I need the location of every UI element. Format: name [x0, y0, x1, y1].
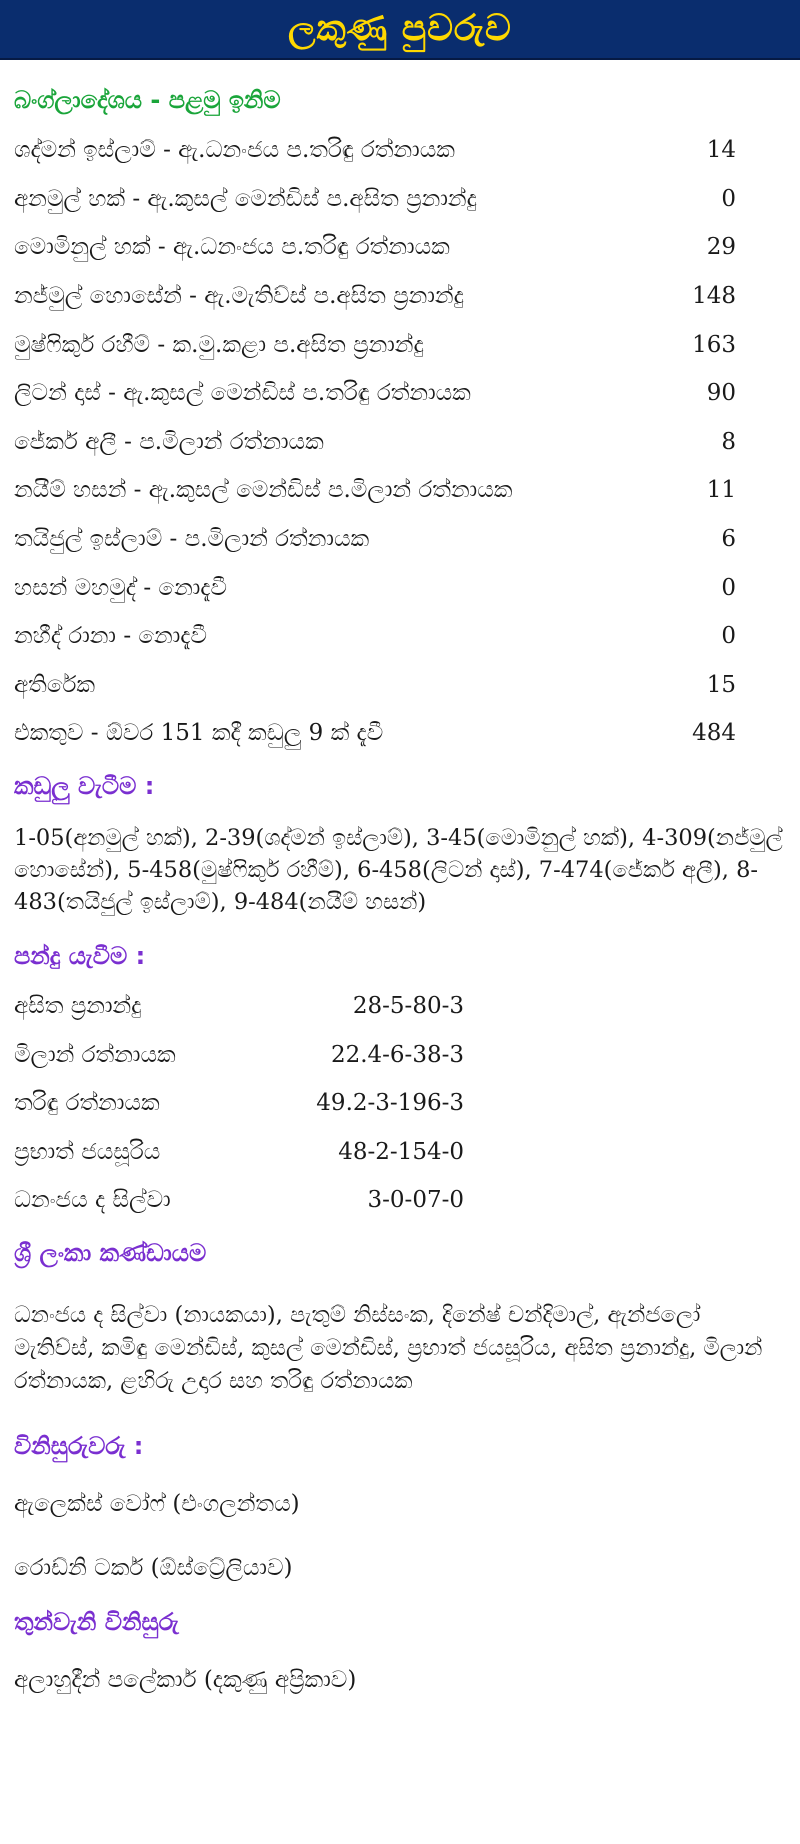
bowler-figures: 48-2-154-0	[338, 1138, 464, 1165]
batter-runs: 0	[721, 574, 736, 601]
batter-line: නහීද් රානා - නොදැවී	[14, 623, 208, 650]
bowling-row	[14, 1030, 786, 1079]
batter-runs: 163	[692, 331, 736, 358]
batting-row	[14, 515, 786, 564]
bowling-row	[14, 982, 786, 1031]
bowling-row	[14, 1176, 786, 1225]
batting-row	[14, 466, 786, 515]
bowler-figures: 3-0-07-0	[367, 1187, 464, 1214]
batter-runs: 0	[721, 623, 736, 650]
batter-runs: 14	[706, 137, 736, 164]
batting-row	[14, 612, 786, 661]
bowler-figures: 22.4-6-38-3	[330, 1041, 464, 1068]
batting-row	[14, 563, 786, 612]
batter-runs: 6	[721, 526, 736, 553]
batter-line: ශද්මන් ඉස්ලාම් - ඇ.ධනංජය ප.තරිඳු රත්නායක	[14, 137, 455, 164]
bowler-name: මිලාන් රත්නායක	[14, 1041, 176, 1068]
third-umpire-heading: තුන්වැනි විනිසුරු	[14, 1607, 179, 1636]
batting-heading: බංග්ලාදේශය - පළමු ඉනිම	[14, 86, 281, 114]
batting-section	[14, 60, 786, 126]
bowler-name: ප්‍රභාත් ජයසූරිය	[14, 1138, 161, 1165]
team-section	[14, 1225, 786, 1279]
batter-runs: 148	[692, 283, 736, 310]
total-label: එකතුව - ඕවර 151 කදී කඩුලු 9 ක් දැවී	[14, 720, 384, 747]
bowler-name: ධනංජය ද සිල්වා	[14, 1187, 171, 1214]
bowler-name: තරිඳු රත්නායක	[14, 1090, 160, 1117]
fall-of-wickets-heading: කඩුලු වැටීම :	[14, 771, 155, 800]
batter-runs: 90	[706, 380, 736, 407]
batting-row	[14, 320, 786, 369]
total-row	[14, 709, 786, 758]
bowler-figures: 49.2-3-196-3	[316, 1090, 464, 1117]
batting-row	[14, 223, 786, 272]
bowler-name: අසිත ප්‍රනාන්දු	[14, 993, 142, 1020]
batter-line: මොමිනුල් හක් - ඇ.ධනංජය ප.තරිඳු රත්නායක	[14, 234, 450, 261]
batter-line: අනමුල් හක් - ඇ.කුසල් මෙන්ඩිස් ප.අසිත ප්‍රනාන්දු	[14, 185, 477, 212]
batter-line: තයිජුල් ඉස්ලාම් - ප.මිලාන් රත්නායක	[14, 526, 370, 553]
bowling-heading: පන්දු යැවීම :	[14, 941, 146, 970]
umpire-name: රොඩ්නි ටකර් (ඕස්ට්‍රේලියාව)	[14, 1554, 293, 1581]
extras-runs: 15	[706, 671, 736, 698]
batting-row	[14, 175, 786, 224]
fall-of-wickets-section	[14, 758, 786, 812]
batter-line: මුෂ්ෆිකුර් රහීම් - ක.මු.කළා ප.අසිත ප්‍රනාන්දු	[14, 331, 424, 358]
bowler-figures: 28-5-80-3	[352, 993, 464, 1020]
team-heading: ශ්‍රී ලංකා කණ්ඩායම	[14, 1238, 207, 1267]
third-umpire-name: අලාහුදීන් පලේකාර් (දකුණු අප්‍රිකාව)	[14, 1666, 357, 1693]
bowling-table	[14, 982, 786, 1225]
batter-line: හසන් මහමුද් - නොදැවී	[14, 574, 228, 601]
batter-runs: 0	[721, 185, 736, 212]
team-list: ධනංජය ද සිල්වා (නායකයා), පැතුම් නිස්සංක, දිනේෂ් චන්දිමාල්, ඇන්ජලෝ මැතිව්ස්, කමිඳු මෙන්ඩිස්, කුසල් මෙන්ඩිස්, ප්‍රභාත් ජයසූරිය, අසිත ප්‍රනාන්දු, මිලාන් රත්නායක, ළහිරු උදාර සහ තරිඳු රත්නායක	[14, 1301, 763, 1394]
page-title: ලකුණු පුවරුව	[288, 8, 512, 49]
batter-runs: 29	[706, 234, 736, 261]
bowling-row	[14, 1128, 786, 1177]
umpires-heading: විනිසුරුවරු :	[14, 1431, 144, 1460]
header-bar	[0, 0, 800, 60]
batter-line: ලිටන් දාස් - ඇ.කුසල් මෙන්ඩිස් ප.තරිඳු රත්නායක	[14, 380, 471, 407]
extras-row	[14, 661, 786, 710]
bowling-row	[14, 1079, 786, 1128]
umpire-name: ඇලෙක්ස් වෝෆ් (එංගලන්තය)	[14, 1490, 300, 1517]
batter-runs: 11	[706, 477, 736, 504]
third-umpire-section	[14, 1600, 786, 1648]
bowling-section	[14, 918, 786, 982]
umpires-section	[14, 1398, 786, 1472]
batting-table	[14, 126, 786, 758]
scorecard-content	[0, 60, 800, 1712]
total-runs: 484	[692, 720, 736, 747]
batter-line: නජ්මුල් හොසේන් - ඇ.මැතිව්ස් ප.අසිත ප්‍රනාන්දු	[14, 283, 464, 310]
batting-row	[14, 272, 786, 321]
batter-line: ජේකර් අලී - ප.මිලාන් රත්නායක	[14, 428, 324, 455]
extras-label: අතිරේක	[14, 671, 96, 698]
batting-row	[14, 369, 786, 418]
batter-line: නයීම් හසන් - ඇ.කුසල් මෙන්ඩිස් ප.මිලාන් රත්නායක	[14, 477, 513, 504]
fall-of-wickets-text: 1-05(අනමුල් හක්), 2-39(ශද්මන් ඉස්ලාම්), 3-45(මොමිනුල් හක්), 4-309(නජ්මුල් හොසේන්), 5-458(මුෂ්ෆිකුර් රහීම්), 6-458(ලිටන් දාස්), 7-474(ජේකර් අලී), 8-483(තයිජුල් ඉස්ලාම්), 9-484(නයීම් හසන්)	[14, 824, 783, 915]
batting-row	[14, 126, 786, 175]
batter-runs: 8	[721, 428, 736, 455]
batting-row	[14, 418, 786, 467]
